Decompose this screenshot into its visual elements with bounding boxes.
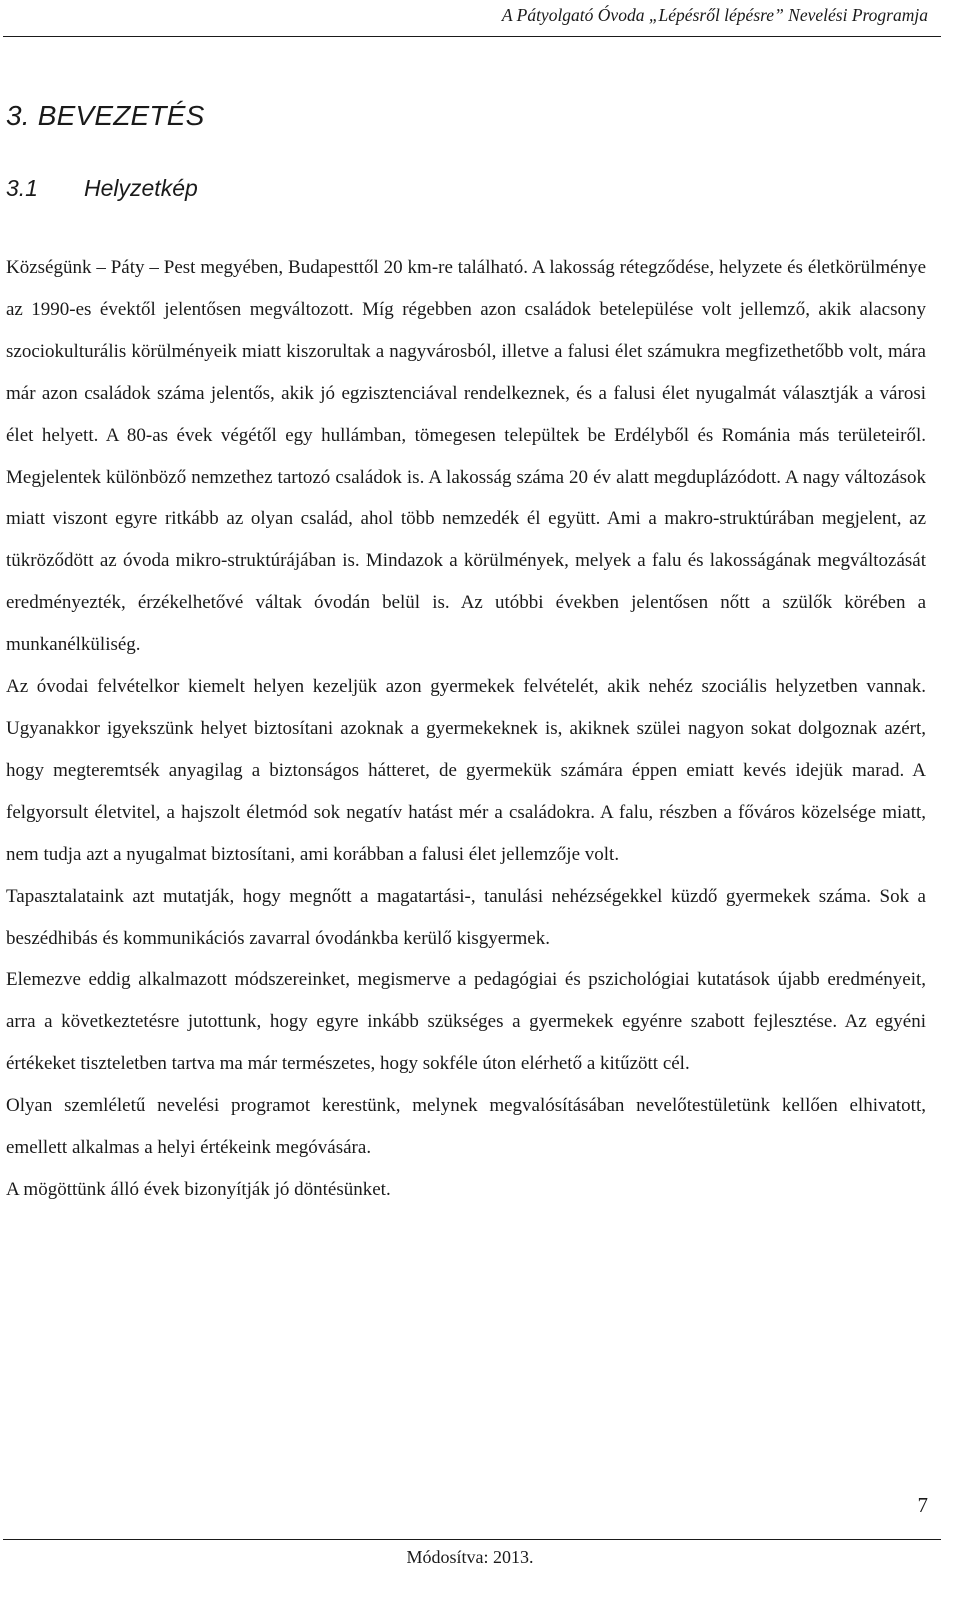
header-rule: [3, 36, 941, 37]
chapter-heading: 3. BEVEZETÉS: [6, 100, 205, 131]
section-heading: [6, 175, 198, 202]
section-title: Helyzetkép: [84, 175, 198, 201]
paragraph: Elemezve eddig alkalmazott módszereinket, megismerve a pedagógiai és pszichológiai kutatások újabb eredményeit, arra a következtetésre jutottunk, hogy egyre inkább szükséges a gyermekek egyénre szabott fejlesztése. Az egyéni értékeket tiszteletben tartva ma már természetes, hogy sokféle úton elérhető a kitűzött cél.: [6, 969, 926, 1075]
body-text: [6, 247, 926, 1211]
paragraph: Olyan szemléletű nevelési programot kerestünk, melynek megvalósításában nevelőtestületünk kellően elhivatott, emellett alkalmas a helyi értékeink megóvására.: [6, 1095, 926, 1159]
paragraph: Községünk – Páty – Pest megyében, Budapesttől 20 km-re található. A lakosság rétegződése, helyzete és életkörülménye az 1990-es évektől jelentősen megváltozott. Míg régebben azon családok betelepülése volt jellemző, akik alacsony szociokulturális körülményeik miatt kiszorultak a nagyvárosból, illetve a falusi élet számukra megfizethetőbb volt, mára már azon családok száma jelentős, akik jó egzisztenciával rendelkeznek, és a falusi élet nyugalmát választják a városi élet helyett. A 80-as évek végétől egy hullámban, tömegesen települtek be Erdélyből és Románia más területeiről. Megjelentek különböző nemzethez tartozó családok is. A lakosság száma 20 év alatt megduplázódott. A nagy változások miatt viszont egyre ritkább az olyan család, ahol több nemzedék él együtt. Ami a makro-struktúrában megjelent, az tükröződött az óvoda mikro-struktúrájában is. Mindazok a körülmények, melyek a falu és lakosságának megváltozását eredményezték, érzékelhetővé váltak óvodán belül is. Az utóbbi években jelentősen nőtt a szülők körében a munkanélküliség.: [6, 257, 926, 656]
page-number: 7: [917, 1493, 928, 1517]
paragraph: A mögöttünk álló évek bizonyítják jó döntésünket.: [6, 1178, 391, 1200]
paragraph: Az óvodai felvételkor kiemelt helyen kezeljük azon gyermekek felvételét, akik nehéz szociális helyzetben vannak. Ugyanakkor igyekszünk helyet biztosítani azoknak a gyermekeknek is, akiknek szülei nagyon sokat dolgoznak azért, hogy megteremtsék anyagilag a biztonságos hátteret, de gyermekük számára éppen emiatt kevés idejük marad. A felgyorsult életvitel, a hajszolt életmód sok negatív hatást mér a családokra. A falu, részben a főváros közelsége miatt, nem tudja azt a nyugalmat biztosítani, ami korábban a falusi élet jellemzője volt.: [6, 676, 926, 865]
footer-text: Módosítva: 2013.: [406, 1547, 534, 1567]
section-number: 3.1: [6, 175, 38, 201]
paragraph: Tapasztalataink azt mutatják, hogy megnőtt a magatartási-, tanulási nehézségekkel küzdő gyermekek száma. Sok a beszédhibás és kommunikációs zavarral óvodánkba kerülő kisgyermek.: [6, 885, 926, 949]
footer-rule: [3, 1539, 941, 1540]
running-header: A Pátyolgató Óvoda „Lépésről lépésre” Nevelési Programja: [501, 5, 928, 25]
